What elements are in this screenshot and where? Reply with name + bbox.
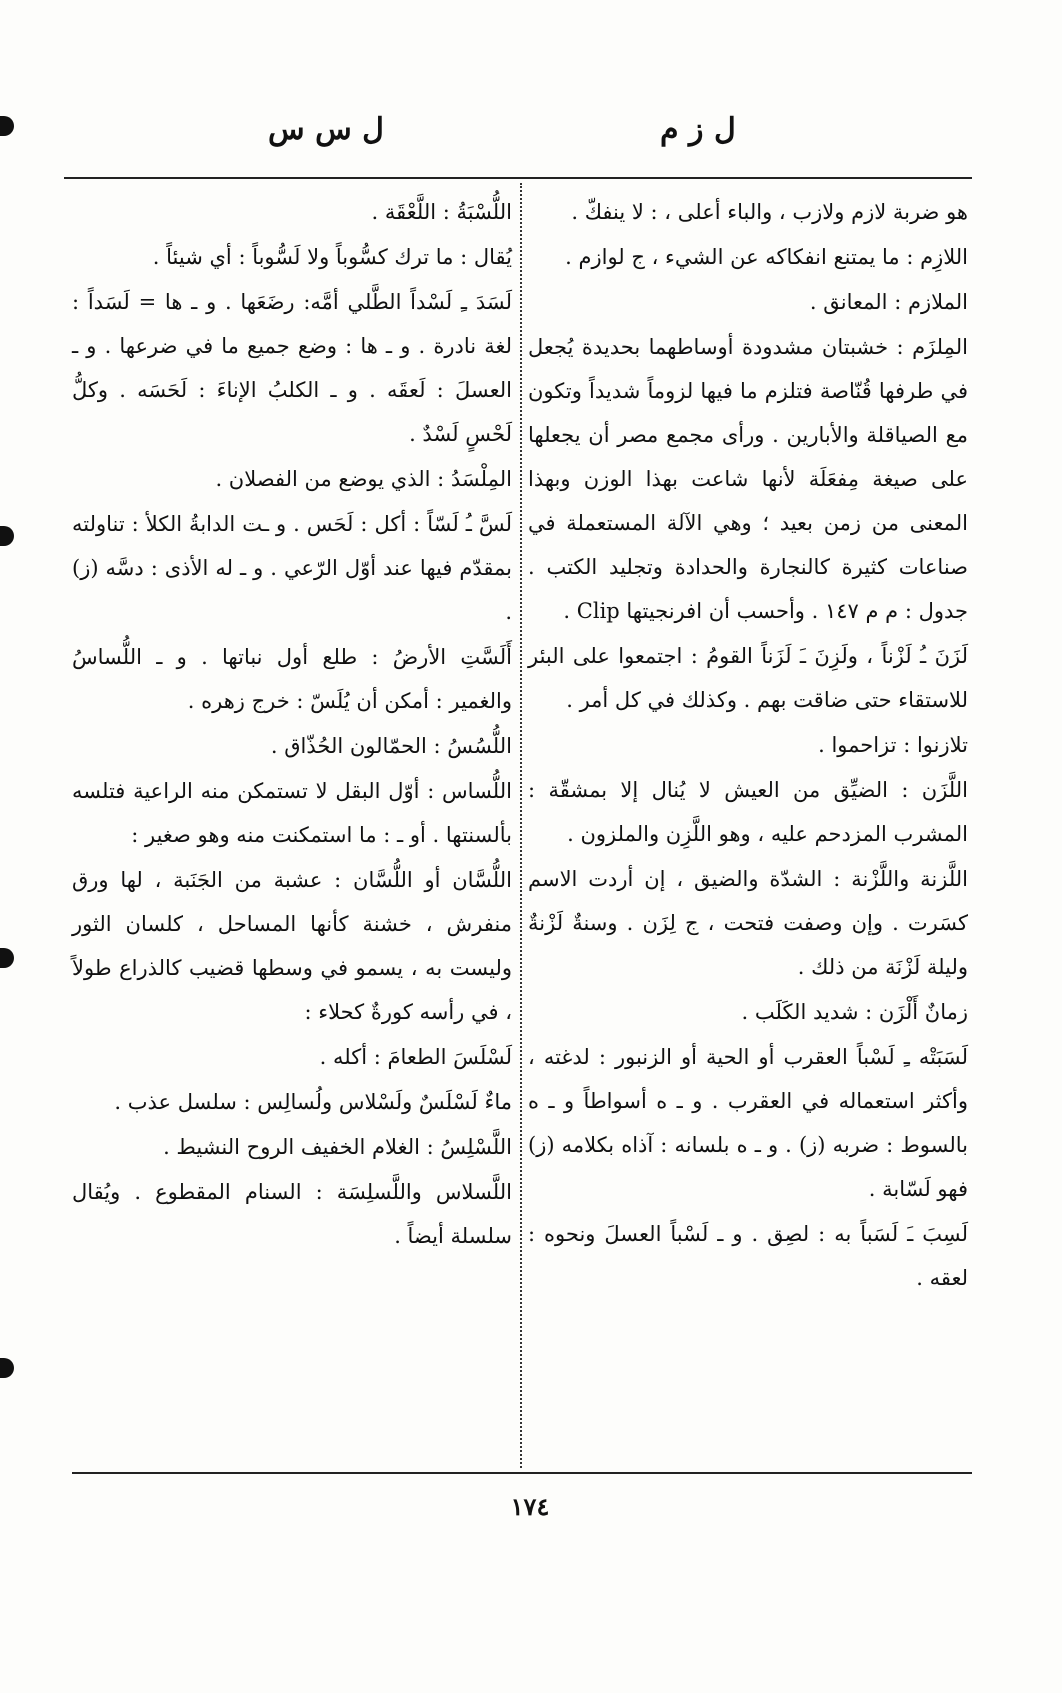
footer-rule <box>72 1472 972 1474</box>
page-number: ١٧٤ <box>510 1492 550 1521</box>
dictionary-entry: اللَّسْلِسُ : الغلام الخفيف الروح النشيط . <box>163 1135 512 1159</box>
dictionary-entry: المِلْسَدُ : الذي يوضع من الفصلان . <box>215 467 512 491</box>
dictionary-entry: يُقال : ما ترك كسُّوباً ولا لَسُّوباً : أي شيئاً . <box>152 245 512 269</box>
column-divider <box>520 183 522 1468</box>
dictionary-entry: المِلزَم : خشبتان مشدودة أوساطهما بحديدة يُجعل في طرفها قُنّاصة فتلزم ما فيها لزوماً شديداً وتكون مع الصياقلة والأبارين . ورأى مجمع مصر أن يجعلها على صيغة مِفعَلَة لأنها شاعت بهذا الوزن وبهذا المعنى من زمن بعيد ؛ وهي الآلة المستعملة في صناعات كثيرة كالنجارة والحدادة وتجليد الكتب . جدول : م م ١٤٧ . وأحسب أن افرنجيتها Clip . <box>528 335 968 623</box>
page-edge-mark <box>0 1358 14 1378</box>
page-edge-mark <box>0 948 14 968</box>
running-header-right: ل ز م <box>660 112 736 147</box>
dictionary-entry: اللُّسْبَةُ : اللَّعْقَة . <box>371 200 512 224</box>
dictionary-entry: اللَّسلاس واللَّسلِسَة : السنام المقطوع . ويُقال سلسلة أيضاً . <box>72 1180 512 1248</box>
dictionary-entry: لَسَدَ ـِ لَسْداً الطَّلي أمَّه: رضَعَها . و ـ ها = لَسَداً : لغة نادرة . و ـ ها : وضع جميع ما في ضرعها . و ـ العسلَ : لَعقَه . و ـ الكلبُ الإناءَ : لَحَسَه . وكلُّ لَحْسٍ لَسْدٌ . <box>72 290 512 446</box>
dictionary-entry: ماءٌ لَسْلَسٌ ولَسْلاس ولُسالِس : سلسل عذب . <box>114 1090 512 1114</box>
dictionary-entry: زمانٌ أَلْزَن : شديد الكَلَب . <box>741 1000 968 1024</box>
dictionary-entry: اللَّزنة واللَّزْنة : الشدّة والضيق ، إن أردت الاسم كسَرت . وإن وصفت فتحت ، ج لِزَن . وسنةٌ لَزْنةٌ وليلة لَزْنَة من ذلك . <box>528 867 968 979</box>
dictionary-entry: اللُّساس : أوّل البقل لا تستمكن منه الراعية فتلسه بألسنتها . أو ـ : ما استمكنت منه وهو صغير : <box>72 779 512 847</box>
dictionary-entry: لَزَنَ ـُ لَزْناً ، ولَزِنَ ـَ لَزَناً القومُ : اجتمعوا على البئر للاستقاء حتى ضاقت بهم . وكذلك في كل أمر . <box>528 644 968 712</box>
dictionary-entry: هو ضربة لازم ولازب ، والباء أعلى ، : لا ينفكّ . <box>571 200 968 224</box>
right-column <box>528 190 968 1301</box>
left-column <box>72 190 512 1259</box>
dictionary-entry: اللَّزَن : الضيِّق من العيش لا يُنال إلا بمشقّة : المشرب المزدحم عليه ، وهو اللَّزِن والملزون . <box>528 778 968 846</box>
dictionary-entry: لَسَّ ـُ لَسّاً : أكل : لَحَس . و ـت الدابةُ الكلأ : تناولته بمقدّم فيها عند أوّل الرّعي . و ـ له الأذى : دسَّه (ز) . <box>72 512 512 624</box>
dictionary-entry: اللازِم : ما يمتنع انفكاكه عن الشيء ، ج لوازم . <box>565 245 968 269</box>
page-edge-mark <box>0 526 14 546</box>
dictionary-entry: لَسْلَسَ الطعامَ : أكله . <box>319 1045 512 1069</box>
dictionary-entry: لَسَبَتْه ـِ لَسْباً العقرب أو الحية أو الزنبور : لدغته ، وأكثر استعماله في العقرب . و ـ ه أسواطاً و ـ ه بالسوط : ضربه (ز) . و ـ ه بلسانه : آذاه بكلامه (ز) فهو لَسّابة . <box>528 1045 968 1201</box>
dictionary-entry: تلازنوا : تزاحموا . <box>818 733 968 757</box>
header-rule <box>64 177 972 179</box>
dictionary-entry: أَلَسَّتِ الأرضُ : طلع أول نباتها . و ـ اللُّساسُ والغمير : أمكن أن يُلَسّ : خرج زهره . <box>72 645 512 713</box>
dictionary-entry: اللُّسُسُ : الحمّالون الحُذّاق . <box>270 734 512 758</box>
running-header-left: ل س س <box>268 112 384 147</box>
dictionary-entry: لَسِبَ ـَ لَسَباً به : لصِق . و ـ لَسْباً العسلَ ونحوه : لعقه . <box>528 1222 968 1290</box>
dictionary-entry: اللُّسَّان أو اللُّسَّان : عشبة من الجَنَبة ، لها ورق منفرش ، خشنة كأنها المساحل ، كلسان الثور وليست به ، يسمو في وسطها قضيب كالذراع طولاً ، في رأسه كورةٌ كحلاء : <box>72 868 512 1024</box>
dictionary-entry: الملازم : المعانق . <box>809 290 968 314</box>
page-edge-mark <box>0 116 14 136</box>
